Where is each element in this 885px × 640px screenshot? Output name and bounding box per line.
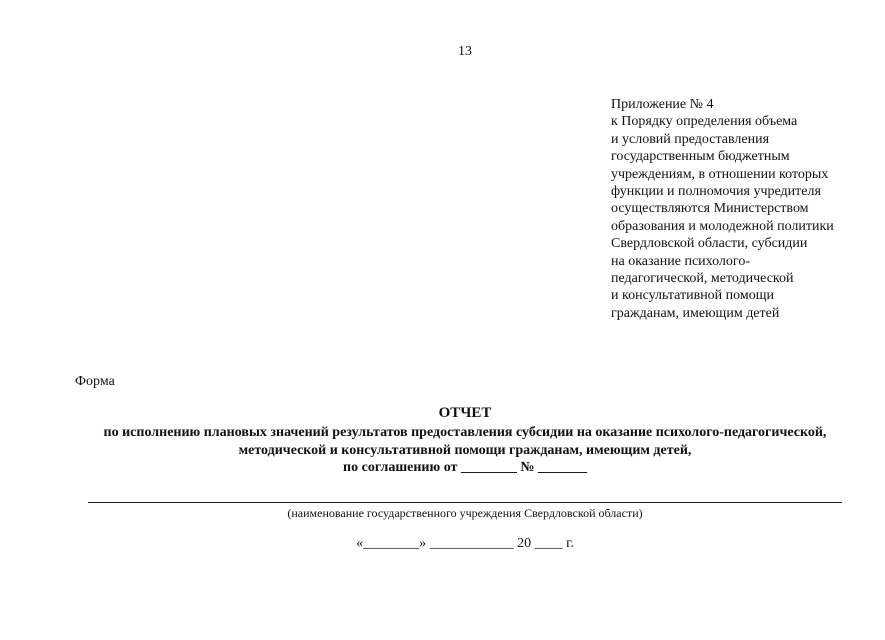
appendix-line: к Порядку определения объема xyxy=(611,114,798,130)
report-title: ОТЧЕТ xyxy=(438,405,492,421)
appendix-line: Свердловской области, субсидии xyxy=(611,236,808,252)
appendix-line: педагогической, методической xyxy=(611,271,794,287)
appendix-line: и условий предоставления xyxy=(611,131,770,147)
organization-name-caption: (наименование государственного учреждения Свердловской области) xyxy=(287,506,643,520)
appendix-line: Приложение № 4 xyxy=(611,97,714,112)
appendix-line: осуществляются Министерством xyxy=(611,201,809,217)
report-subtitle-line: по исполнению плановых значений результатов предоставления субсидии на оказание психолого-педагогической, xyxy=(103,425,827,440)
appendix-line: гражданам, имеющим детей xyxy=(611,305,780,321)
page-number: 13 xyxy=(458,44,472,59)
report-subtitle-line: по соглашению от ________ № _______ xyxy=(343,460,587,475)
report-date-line: «________» ____________ 20 ____ г. xyxy=(356,536,574,551)
report-subtitle-line: методической и консультативной помощи гражданам, имеющим детей, xyxy=(238,442,692,458)
appendix-line: и консультативной помощи xyxy=(611,288,775,304)
appendix-line: государственным бюджетным xyxy=(611,149,790,165)
appendix-line: на оказание психолого- xyxy=(611,253,750,269)
organization-name-line[interactable] xyxy=(88,502,842,503)
appendix-block xyxy=(611,96,876,322)
appendix-line: функции и полномочия учредителя xyxy=(611,184,821,200)
report-subtitle xyxy=(0,424,885,477)
appendix-line: учреждениям, в отношении которых xyxy=(611,166,829,182)
appendix-line: образования и молодежной политики xyxy=(611,218,834,234)
form-label: Форма xyxy=(75,374,115,389)
